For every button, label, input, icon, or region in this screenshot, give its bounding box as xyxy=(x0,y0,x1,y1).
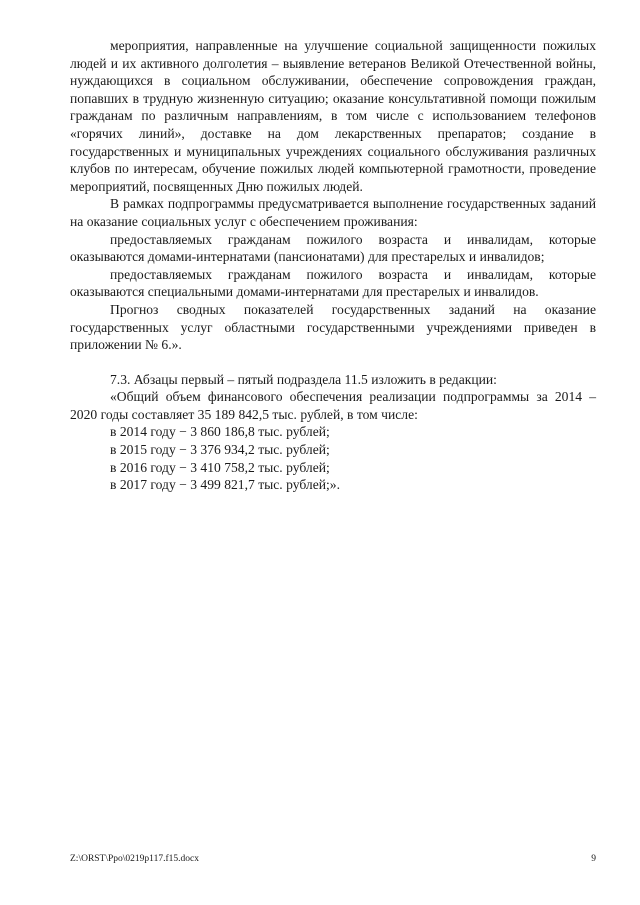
paragraph-boarding-houses: предоставляемых гражданам пожилого возраста и инвалидам, которые оказываются домами-интернатами (пансионатами) для престарелых и инвалидов; xyxy=(70,231,596,265)
paragraph-measures: мероприятия, направленные на улучшение социальной защищенности пожилых людей и их активного долголетия – выявление ветеранов Великой Отечественной войны, нуждающихся в социальном обслуживании, обеспечение сопровождения граждан, попавших в трудную жизненную ситуацию; оказание консультативной помощи пожилым гражданам по различным направлениям, в том числе с использованием телефонов «горячих линий», доставке на дом лекарственных препаратов; создание в государственных и муниципальных учреждениях социального обслуживания различных клубов по интересам, обучение пожилых людей компьютерной грамотности, проведение мероприятий, посвященных Дню пожилых людей. xyxy=(70,38,596,194)
footer-file-path: Z:\ORST\Ppo\0219p117.f15.docx xyxy=(70,854,199,864)
paragraph-subprogram-tasks: В рамках подпрограммы предусматривается выполнение государственных заданий на оказание социальных услуг с обеспечением проживания: xyxy=(70,196,596,229)
page-number: 9 xyxy=(591,854,596,864)
amount-2015: в 2015 году − 3 376 934,2 тыс. рублей; xyxy=(110,442,330,458)
paragraph-gap xyxy=(70,354,596,371)
section-heading: 7.3. Абзацы первый – пятый подраздела 11.5 изложить в редакции: xyxy=(110,371,497,387)
amount-2014: в 2014 году − 3 860 186,8 тыс. рублей; xyxy=(110,424,330,440)
paragraph-forecast: Прогноз сводных показателей государственных заданий на оказание государственных услуг областными государственными учреждениями приведен в приложении № 6.». xyxy=(70,301,596,353)
paragraph-special-boarding-houses: предоставляемых гражданам пожилого возраста и инвалидам, которые оказываются специальными домами-интернатами для престарелых и инвалидов. xyxy=(70,266,596,300)
amount-2017: в 2017 году − 3 499 821,7 тыс. рублей;». xyxy=(110,477,340,493)
document-body xyxy=(70,37,596,494)
paragraph-total-funding: «Общий объем финансового обеспечения реализации подпрограммы за 2014 – 2020 годы составляет 35 189 842,5 тыс. рублей, в том числе: xyxy=(70,389,596,422)
amount-2016: в 2016 году − 3 410 758,2 тыс. рублей; xyxy=(110,459,330,475)
